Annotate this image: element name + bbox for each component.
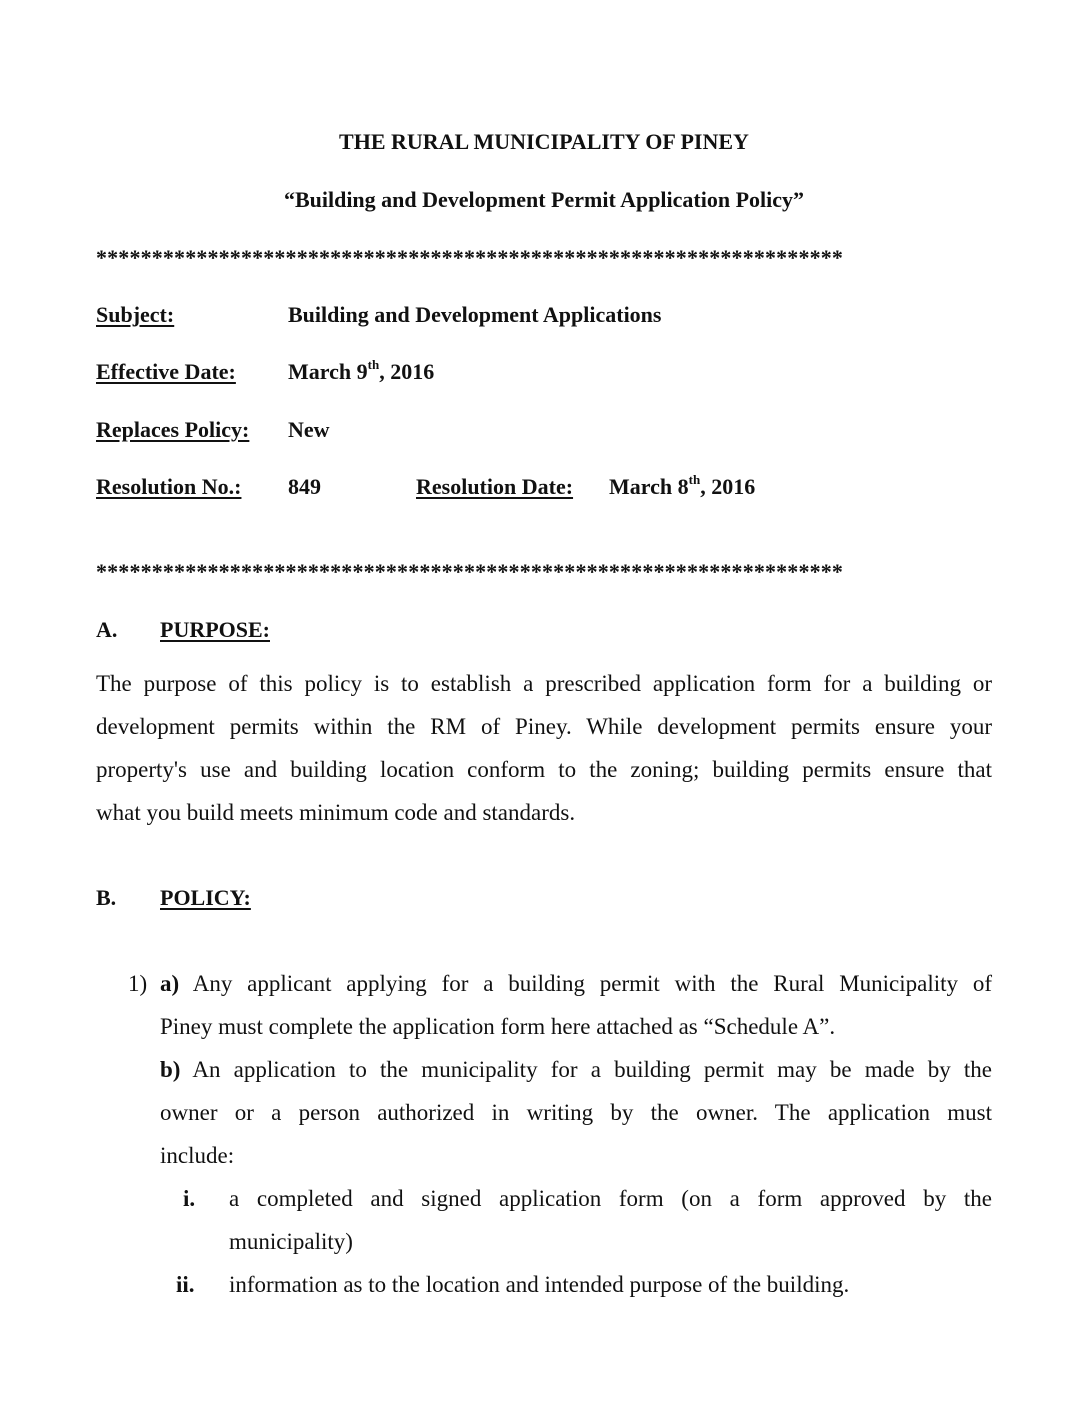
item-b-line: include:	[160, 1143, 235, 1168]
sub-item-line: municipality)	[229, 1229, 353, 1254]
item-a-label: a)	[160, 971, 180, 996]
sub-item-line: information as to the location and intended purpose of the building.	[229, 1272, 850, 1297]
document-title: THE RURAL MUNICIPALITY OF PINEY	[339, 129, 749, 154]
resolution-no-value: 849	[288, 474, 321, 499]
separator-top: *******************************************************************	[96, 245, 844, 270]
resolution-date-value: March 8th, 2016	[609, 472, 756, 499]
separator-bottom: *******************************************************************	[96, 559, 844, 584]
sub-item-text	[229, 1263, 992, 1306]
sub-item-marker: ii.	[176, 1272, 195, 1297]
item-number: 1)	[128, 971, 148, 996]
purpose-paragraph	[96, 662, 992, 834]
item-b-line: b) An application to the municipality for a building permit may be made by the	[160, 1057, 992, 1082]
effective-date-label: Effective Date:	[96, 359, 236, 384]
document-subtitle: “Building and Development Permit Application Policy”	[283, 187, 805, 212]
item-b-line: owner or a person authorized in writing by the owner. The application must	[160, 1100, 992, 1125]
purpose-line: property's use and building location conform to the zoning; building permits ensure that	[96, 757, 992, 782]
purpose-line: development permits within the RM of Piney. While development permits ensure your	[96, 714, 992, 739]
item-a-paragraph	[160, 962, 992, 1048]
section-a-heading: PURPOSE:	[160, 617, 270, 642]
sub-item-line: a completed and signed application form (on a form approved by the	[229, 1186, 992, 1211]
subject-label: Subject:	[96, 302, 175, 327]
item-b-label: b)	[160, 1057, 181, 1082]
subject-value: Building and Development Applications	[288, 302, 662, 327]
purpose-line: The purpose of this policy is to establish a prescribed application form for a building or	[96, 671, 992, 696]
sub-item-marker: i.	[183, 1186, 196, 1211]
resolution-date-label: Resolution Date:	[416, 474, 574, 499]
item-a-line: a) Any applicant applying for a building permit with the Rural Municipality of	[160, 971, 992, 996]
section-b-letter: B.	[96, 885, 117, 910]
replaces-policy-value: New	[288, 417, 330, 442]
section-b-heading: POLICY:	[160, 885, 251, 910]
item-a-line: Piney must complete the application form here attached as “Schedule A”.	[160, 1014, 836, 1039]
purpose-line: what you build meets minimum code and standards.	[96, 800, 576, 825]
section-a-letter: A.	[96, 617, 118, 642]
sub-item-text	[229, 1177, 992, 1263]
replaces-policy-label: Replaces Policy:	[96, 417, 250, 442]
resolution-no-label: Resolution No.:	[96, 474, 242, 499]
effective-date-value: March 9th, 2016	[288, 357, 435, 384]
item-b-paragraph	[160, 1048, 992, 1177]
